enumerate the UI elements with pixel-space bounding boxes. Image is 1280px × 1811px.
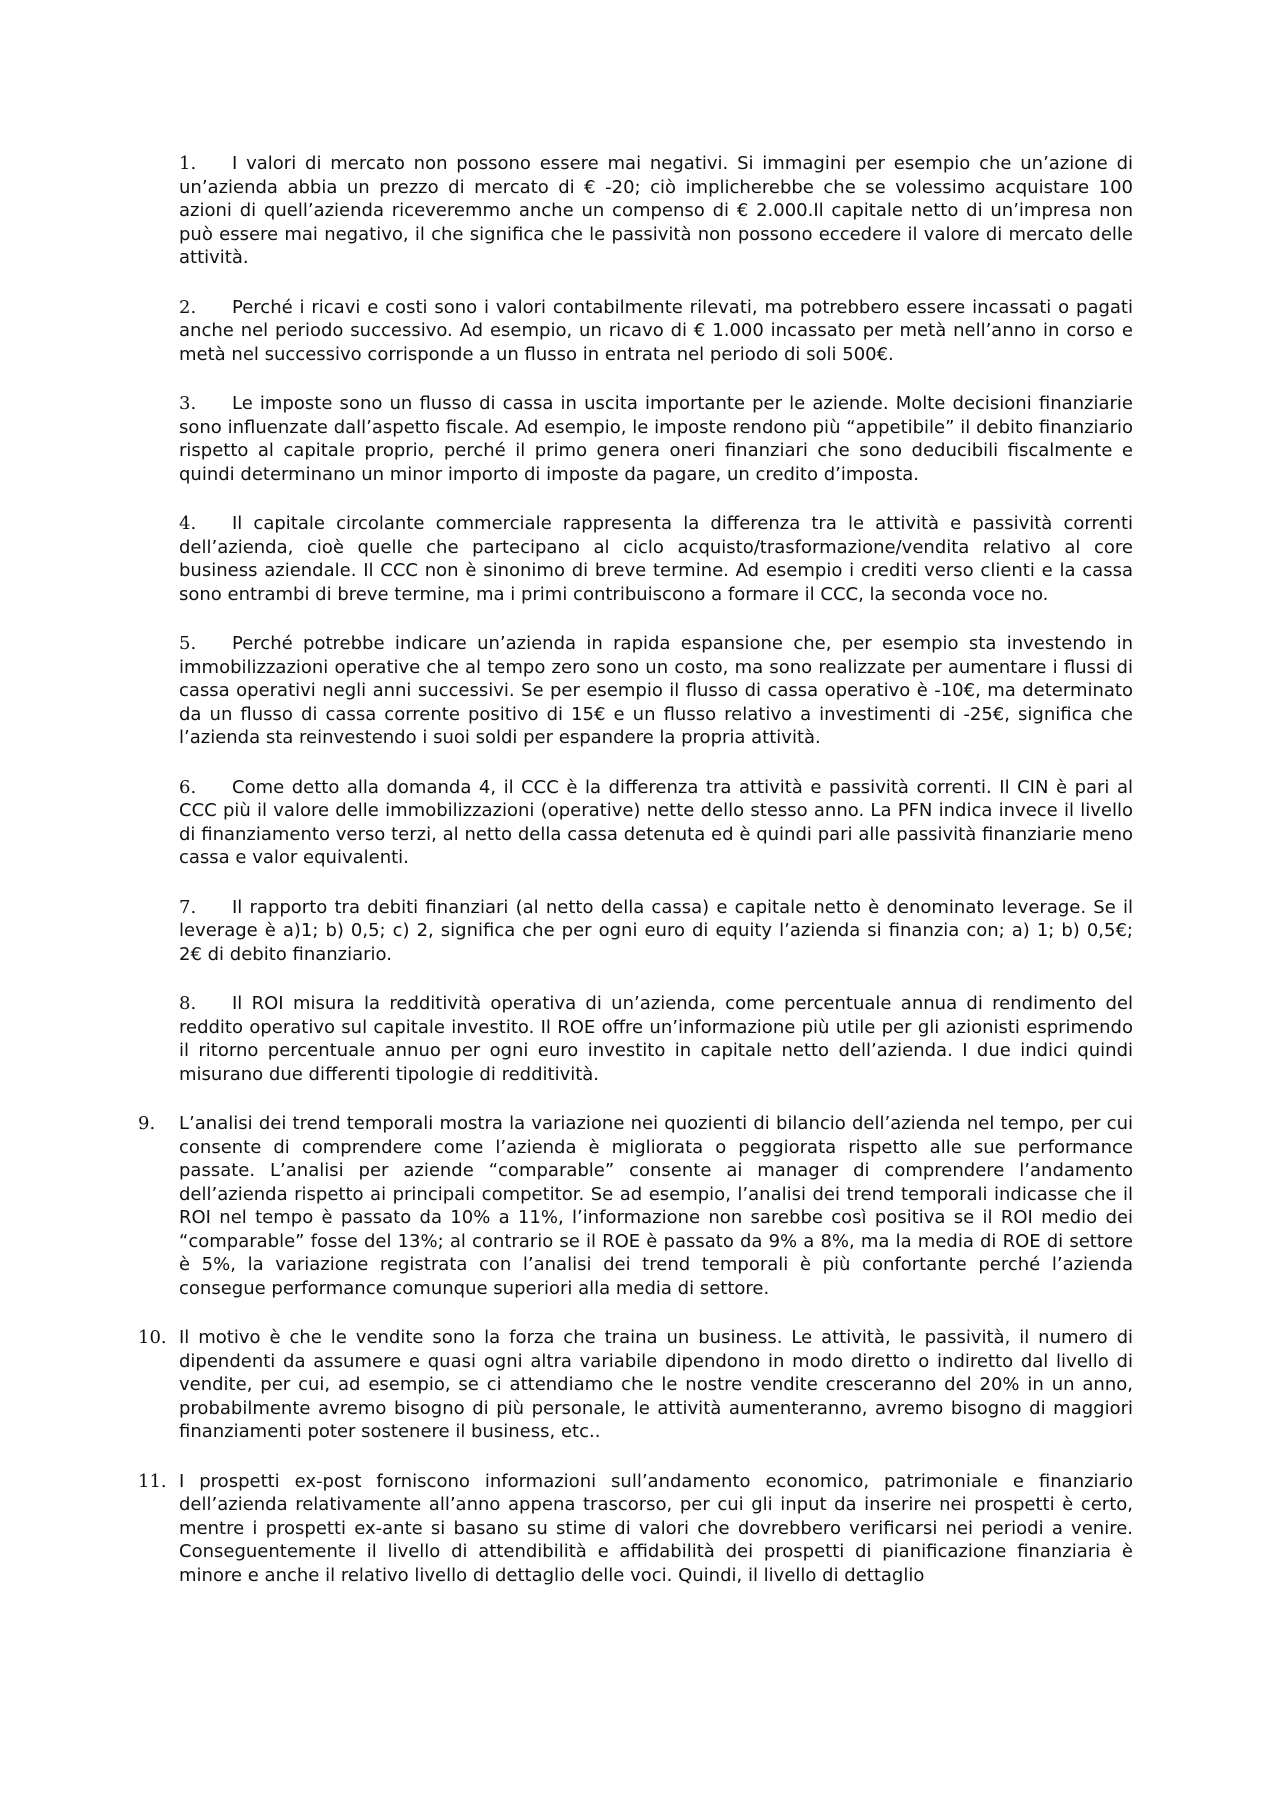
answer-text: Il rapporto tra debiti finanziari (al netto della cassa) e capitale netto è denominato leverage. Se il leverage è a)1; b) 0,5; c) 2, significa che per ogni euro di equity l’azienda si finanzia con; a) 1; b) 0,5€; 2€ di debito finanziario. [179, 896, 1133, 965]
answer-4 [179, 512, 1133, 606]
answer-number: 2. [179, 296, 197, 318]
answer-number: 1. [179, 153, 197, 174]
answer-text: L’analisi dei trend temporali mostra la variazione nei quozienti di bilancio dell’azienda nel tempo, per cui consente di comprendere come l’azienda è migliorata o peggiorata rispetto alle sue performance passate. L’analisi per aziende “comparable” consente ai manager di comprendere l’andamento dell’azienda rispetto ai principali competitor. Se ad esempio, l’analisi dei trend temporali indicasse che il ROI nel tempo è passato da 10% a 11%, l’informazione non sarebbe così positiva se il ROI medio dei “comparable” fosse del 13%; al contrario se il ROE è passato da 9% a 8%, ma la media di ROE di settore è 5%, la variazione registrata con l’analisi dei trend temporali è più confortante perché l’azienda consegue performance comunque superiori alla media di settore. [179, 1113, 1133, 1299]
answer-number: 8. [179, 993, 197, 1014]
answer-10 [138, 1326, 1133, 1444]
answer-3 [179, 392, 1133, 486]
answer-11 [138, 1470, 1133, 1588]
answer-text: I prospetti ex-post forniscono informazioni sull’andamento economico, patrimoniale e finanziario dell’azienda relativamente all’anno appena trascorso, per cui gli input da inserire nei prospetti è certo, mentre i prospetti ex-ante si basano su stime di valori che dovrebbero verificarsi nei periodi a venire. Conseguentemente il livello di attendibilità e affidabilità dei prospetti di pianificazione finanziaria è minore e anche il relativo livello di dettaglio delle voci. Quindi, il livello di dettaglio [179, 1470, 1133, 1586]
answer-text: I valori di mercato non possono essere mai negativi. Si immagini per esempio che un’azione di un’azienda abbia un prezzo di mercato di € -20; ciò implicherebbe che se volessimo acquistare 100 azioni di quell’azienda riceveremmo anche un compenso di € 2.000.Il capitale netto di un’impresa non può essere mai negativo, il che significa che le passività non possono eccedere il valore di mercato delle attività. [179, 153, 1133, 268]
answer-text: Il capitale circolante commerciale rappresenta la differenza tra le attività e passività correnti dell’azienda, cioè quelle che partecipano al ciclo acquisto/trasformazione/vendita relativo al core business aziendale. Il CCC non è sinonimo di breve termine. Ad esempio i crediti verso clienti e la cassa sono entrambi di breve termine, ma i primi contribuiscono a formare il CCC, la seconda voce no. [179, 513, 1133, 605]
answer-9 [138, 1112, 1133, 1300]
answer-number: 11. [138, 1470, 167, 1492]
answer-number: 10. [138, 1327, 167, 1348]
document-page [138, 152, 1133, 1587]
answer-2 [179, 296, 1133, 367]
answer-text: Perché i ricavi e costi sono i valori contabilmente rilevati, ma potrebbero essere incassati o pagati anche nel periodo successivo. Ad esempio, un ricavo di € 1.000 incassato per metà nell’anno in corso e metà nel successivo corrisponde a un flusso in entrata nel periodo di soli 500€. [179, 296, 1133, 365]
answer-6 [179, 776, 1133, 870]
answer-5 [179, 632, 1133, 750]
answer-number: 7. [179, 896, 197, 918]
answer-8 [179, 992, 1133, 1086]
answer-text: Le imposte sono un flusso di cassa in uscita importante per le aziende. Molte decisioni finanziarie sono influenzate dall’aspetto fiscale. Ad esempio, le imposte rendono più “appetibile” il debito finanziario rispetto al capitale proprio, perché il primo genera oneri finanziari che sono deducibili fiscalmente e quindi determinano un minor importo di imposte da pagare, un credito d’imposta. [179, 393, 1133, 485]
answer-text: Perché potrebbe indicare un’azienda in rapida espansione che, per esempio sta investendo in immobilizzazioni operative che al tempo zero sono un costo, ma sono realizzate per aumentare i flussi di cassa operativi negli anni successivi. Se per esempio il flusso di cassa operativo è -10€, ma determinato da un flusso di cassa corrente positivo di 15€ e un flusso relativo a investimenti di -25€, significa che l’azienda sta reinvestendo i suoi soldi per espandere la propria attività. [179, 633, 1133, 748]
answer-number: 4. [179, 513, 197, 534]
answer-number: 3. [179, 393, 197, 414]
answer-text: Il motivo è che le vendite sono la forza che traina un business. Le attività, le passività, il numero di dipendenti da assumere e quasi ogni altra variabile dipendono in modo diretto o indiretto dal livello di vendite, per cui, ad esempio, se ci attendiamo che le nostre vendite cresceranno del 20% in un anno, probabilmente avremo bisogno di più personale, le attività aumenteranno, avremo bisogno di maggiori finanziamenti poter sostenere il business, etc.. [179, 1327, 1133, 1442]
answer-7 [179, 896, 1133, 967]
answer-number: 6. [179, 776, 197, 798]
answer-text: Come detto alla domanda 4, il CCC è la differenza tra attività e passività correnti. Il CIN è pari al CCC più il valore delle immobilizzazioni (operative) nette dello stesso anno. La PFN indica invece il livello di finanziamento verso terzi, al netto della cassa detenuta ed è quindi pari alle passività finanziarie meno cassa e valor equivalenti. [179, 776, 1133, 868]
answer-number: 9. [138, 1113, 156, 1134]
answer-text: Il ROI misura la redditività operativa di un’azienda, come percentuale annua di rendimento del reddito operativo sul capitale investito. Il ROE offre un’informazione più utile per gli azionisti esprimendo il ritorno percentuale annuo per ogni euro investito in capitale netto dell’azienda. I due indici quindi misurano due differenti tipologie di redditività. [179, 993, 1133, 1085]
answer-number: 5. [179, 633, 197, 654]
answer-1 [179, 152, 1133, 270]
